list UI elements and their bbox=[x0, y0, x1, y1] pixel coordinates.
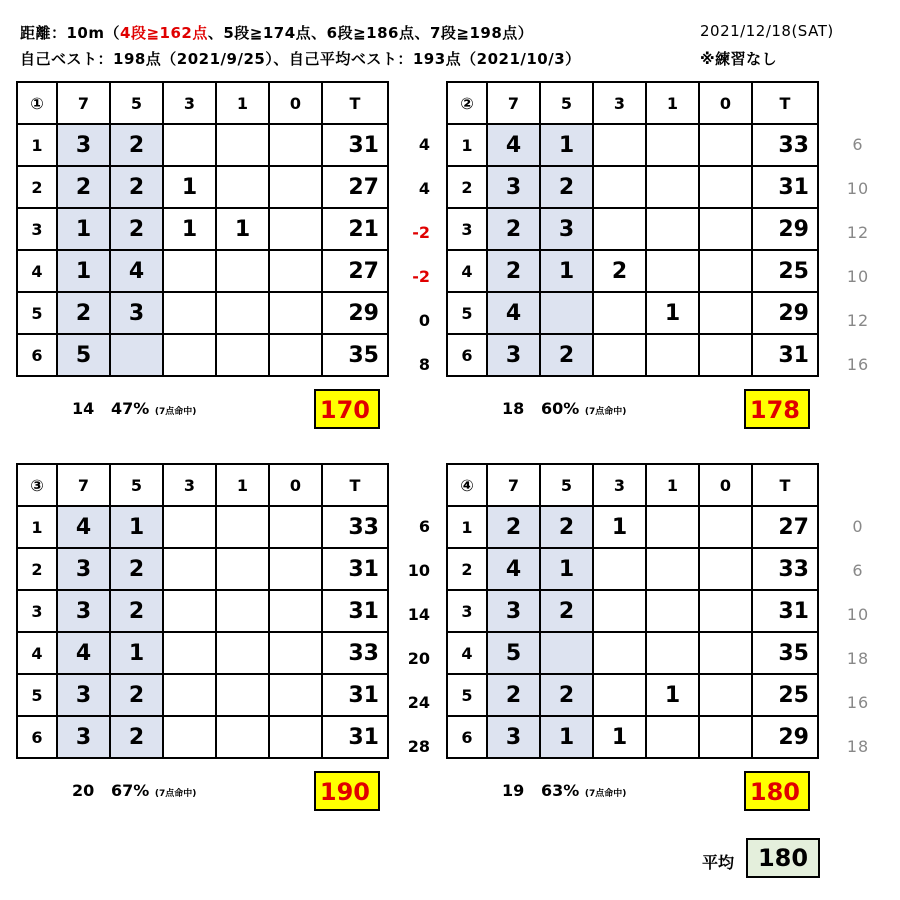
end-number: 4 bbox=[447, 632, 487, 674]
end-number: 6 bbox=[447, 334, 487, 376]
table-row bbox=[447, 632, 818, 674]
hit-stats bbox=[72, 781, 196, 800]
count-1 bbox=[646, 506, 699, 548]
end-total: 33 bbox=[752, 548, 818, 590]
count-5: 1 bbox=[540, 124, 593, 166]
count-0 bbox=[269, 506, 322, 548]
end-number: 3 bbox=[447, 208, 487, 250]
count-3 bbox=[593, 632, 646, 674]
cumulative-value: 18 bbox=[846, 737, 870, 756]
diff-value: -2 bbox=[412, 267, 430, 286]
end-number: 2 bbox=[447, 548, 487, 590]
count-7: 2 bbox=[57, 166, 110, 208]
end-number: 1 bbox=[447, 124, 487, 166]
count-7: 2 bbox=[487, 208, 540, 250]
count-1 bbox=[216, 334, 269, 376]
table-row bbox=[17, 632, 388, 674]
end-number: 6 bbox=[447, 716, 487, 758]
count-5 bbox=[110, 334, 163, 376]
end-total: 31 bbox=[322, 674, 388, 716]
hit-count: 20 bbox=[72, 781, 95, 800]
count-1 bbox=[216, 632, 269, 674]
table-row bbox=[17, 166, 388, 208]
count-3 bbox=[593, 292, 646, 334]
diff-value: -2 bbox=[412, 223, 430, 242]
hit-count: 18 bbox=[502, 399, 525, 418]
count-5: 3 bbox=[110, 292, 163, 334]
table-row bbox=[447, 548, 818, 590]
diff-value: 28 bbox=[407, 737, 430, 756]
count-5: 2 bbox=[110, 208, 163, 250]
round-1-table bbox=[16, 81, 389, 377]
end-total: 31 bbox=[322, 548, 388, 590]
table-row bbox=[17, 674, 388, 716]
round-4-table bbox=[446, 463, 819, 759]
end-total: 25 bbox=[752, 250, 818, 292]
count-3 bbox=[163, 292, 216, 334]
count-3 bbox=[163, 124, 216, 166]
hit-percent: 67% bbox=[110, 781, 150, 800]
count-3 bbox=[163, 250, 216, 292]
count-5 bbox=[540, 292, 593, 334]
table-row bbox=[17, 716, 388, 758]
column-header: 1 bbox=[216, 464, 269, 506]
end-total: 31 bbox=[322, 716, 388, 758]
count-5 bbox=[540, 632, 593, 674]
end-number: 1 bbox=[447, 506, 487, 548]
count-5: 1 bbox=[540, 250, 593, 292]
count-5: 2 bbox=[110, 166, 163, 208]
count-3 bbox=[163, 674, 216, 716]
round-label: ③ bbox=[17, 464, 57, 506]
round-label: ② bbox=[447, 82, 487, 124]
round-1-block bbox=[16, 81, 396, 377]
count-1 bbox=[216, 674, 269, 716]
count-0 bbox=[699, 716, 752, 758]
table-row bbox=[447, 506, 818, 548]
table-row bbox=[17, 334, 388, 376]
cumulative-value: 16 bbox=[846, 693, 870, 712]
count-1: 1 bbox=[646, 674, 699, 716]
end-total: 31 bbox=[752, 166, 818, 208]
count-3 bbox=[593, 208, 646, 250]
hit-percent: 63% bbox=[540, 781, 580, 800]
end-number: 5 bbox=[17, 292, 57, 334]
end-total: 35 bbox=[752, 632, 818, 674]
column-header: 3 bbox=[163, 82, 216, 124]
round-label: ① bbox=[17, 82, 57, 124]
count-5: 1 bbox=[540, 548, 593, 590]
diff-value: 24 bbox=[407, 693, 430, 712]
count-7: 2 bbox=[487, 506, 540, 548]
end-number: 3 bbox=[447, 590, 487, 632]
hit-note: (7点命中) bbox=[154, 407, 197, 417]
cumulative-value: 0 bbox=[852, 517, 864, 536]
count-3 bbox=[163, 632, 216, 674]
count-0 bbox=[699, 124, 752, 166]
column-header: 0 bbox=[699, 82, 752, 124]
count-7: 5 bbox=[487, 632, 540, 674]
count-1 bbox=[216, 548, 269, 590]
average-label: 平均 bbox=[702, 853, 735, 872]
count-5: 2 bbox=[540, 506, 593, 548]
cumulative-value: 12 bbox=[846, 311, 870, 330]
end-total: 21 bbox=[322, 208, 388, 250]
column-header: T bbox=[322, 464, 388, 506]
end-number: 6 bbox=[17, 334, 57, 376]
count-1 bbox=[646, 166, 699, 208]
hit-stats bbox=[502, 781, 626, 800]
end-total: 33 bbox=[322, 506, 388, 548]
diff-value: 6 bbox=[418, 517, 430, 536]
count-5: 2 bbox=[110, 548, 163, 590]
count-7: 2 bbox=[487, 250, 540, 292]
column-header: T bbox=[322, 82, 388, 124]
count-5: 2 bbox=[540, 334, 593, 376]
best-header: 自己ベスト：198点（2021/9/25）、自己平均ベスト：193点（2021/10/3） bbox=[20, 50, 581, 68]
table-row bbox=[447, 292, 818, 334]
count-1 bbox=[646, 208, 699, 250]
count-1 bbox=[646, 632, 699, 674]
count-1: 1 bbox=[216, 208, 269, 250]
cumulative-value: 10 bbox=[846, 179, 870, 198]
end-number: 4 bbox=[17, 632, 57, 674]
end-number: 1 bbox=[17, 124, 57, 166]
diff-value: 0 bbox=[418, 311, 430, 330]
hit-count: 14 bbox=[72, 399, 95, 418]
end-total: 27 bbox=[322, 250, 388, 292]
table-row bbox=[447, 166, 818, 208]
count-3 bbox=[163, 590, 216, 632]
count-7: 4 bbox=[57, 506, 110, 548]
count-7: 3 bbox=[57, 124, 110, 166]
round-total: 180 bbox=[744, 771, 810, 811]
count-7: 2 bbox=[57, 292, 110, 334]
table-row bbox=[447, 590, 818, 632]
end-number: 1 bbox=[17, 506, 57, 548]
column-header: 1 bbox=[646, 464, 699, 506]
count-7: 1 bbox=[57, 208, 110, 250]
end-total: 25 bbox=[752, 674, 818, 716]
count-5: 2 bbox=[540, 166, 593, 208]
count-5: 3 bbox=[540, 208, 593, 250]
column-header: T bbox=[752, 464, 818, 506]
count-7: 4 bbox=[487, 292, 540, 334]
count-7: 5 bbox=[57, 334, 110, 376]
round-total: 170 bbox=[314, 389, 380, 429]
round-4-block bbox=[446, 463, 826, 759]
end-total: 29 bbox=[752, 208, 818, 250]
table-row bbox=[447, 674, 818, 716]
column-header: 3 bbox=[593, 464, 646, 506]
count-0 bbox=[269, 716, 322, 758]
count-3 bbox=[593, 124, 646, 166]
count-5: 1 bbox=[540, 716, 593, 758]
diff-value: 14 bbox=[407, 605, 430, 624]
table-row bbox=[17, 250, 388, 292]
count-7: 1 bbox=[57, 250, 110, 292]
count-3 bbox=[593, 590, 646, 632]
average-value: 180 bbox=[746, 838, 820, 878]
count-0 bbox=[699, 166, 752, 208]
count-0 bbox=[269, 674, 322, 716]
end-total: 31 bbox=[322, 124, 388, 166]
table-row bbox=[17, 292, 388, 334]
end-total: 27 bbox=[752, 506, 818, 548]
end-number: 5 bbox=[447, 292, 487, 334]
count-0 bbox=[269, 292, 322, 334]
date-label: 2021/12/18(SAT) bbox=[700, 22, 834, 40]
table-row bbox=[447, 208, 818, 250]
hit-note: (7点命中) bbox=[584, 407, 627, 417]
count-5: 2 bbox=[110, 674, 163, 716]
diff-value: 10 bbox=[407, 561, 430, 580]
count-3: 1 bbox=[593, 506, 646, 548]
count-0 bbox=[699, 334, 752, 376]
column-header: 3 bbox=[593, 82, 646, 124]
count-3: 1 bbox=[593, 716, 646, 758]
diff-value: 4 bbox=[418, 179, 430, 198]
count-5: 2 bbox=[540, 590, 593, 632]
count-0 bbox=[699, 632, 752, 674]
end-total: 33 bbox=[752, 124, 818, 166]
count-1 bbox=[216, 250, 269, 292]
column-header: 5 bbox=[540, 82, 593, 124]
end-number: 4 bbox=[447, 250, 487, 292]
table-row bbox=[17, 208, 388, 250]
end-number: 6 bbox=[17, 716, 57, 758]
column-header: 7 bbox=[57, 82, 110, 124]
count-1 bbox=[646, 590, 699, 632]
column-header: 7 bbox=[57, 464, 110, 506]
cumulative-value: 16 bbox=[846, 355, 870, 374]
column-header: 1 bbox=[216, 82, 269, 124]
count-7: 4 bbox=[57, 632, 110, 674]
count-3 bbox=[163, 506, 216, 548]
count-1 bbox=[646, 716, 699, 758]
count-5: 4 bbox=[110, 250, 163, 292]
count-5: 2 bbox=[110, 124, 163, 166]
count-3 bbox=[163, 548, 216, 590]
end-total: 33 bbox=[322, 632, 388, 674]
round-2-block bbox=[446, 81, 826, 377]
end-number: 2 bbox=[447, 166, 487, 208]
count-0 bbox=[269, 208, 322, 250]
round-label: ④ bbox=[447, 464, 487, 506]
count-7: 3 bbox=[487, 334, 540, 376]
cumulative-value: 18 bbox=[846, 649, 870, 668]
count-7: 3 bbox=[57, 674, 110, 716]
column-header: 3 bbox=[163, 464, 216, 506]
count-0 bbox=[269, 334, 322, 376]
count-1 bbox=[646, 250, 699, 292]
count-3 bbox=[593, 166, 646, 208]
count-1: 1 bbox=[646, 292, 699, 334]
column-header: 0 bbox=[269, 82, 322, 124]
count-1 bbox=[216, 590, 269, 632]
cumulative-value: 6 bbox=[852, 561, 864, 580]
end-total: 29 bbox=[752, 292, 818, 334]
count-1 bbox=[646, 334, 699, 376]
hit-note: (7点命中) bbox=[154, 789, 197, 799]
column-header: 0 bbox=[699, 464, 752, 506]
cumulative-value: 6 bbox=[852, 135, 864, 154]
count-0 bbox=[699, 506, 752, 548]
count-1 bbox=[216, 506, 269, 548]
cumulative-value: 10 bbox=[846, 267, 870, 286]
round-3-table bbox=[16, 463, 389, 759]
table-row bbox=[17, 124, 388, 166]
column-header: 1 bbox=[646, 82, 699, 124]
count-1 bbox=[216, 292, 269, 334]
hit-stats bbox=[502, 399, 626, 418]
end-total: 31 bbox=[752, 334, 818, 376]
hit-stats bbox=[72, 399, 196, 418]
count-3: 2 bbox=[593, 250, 646, 292]
end-number: 4 bbox=[17, 250, 57, 292]
column-header: 5 bbox=[540, 464, 593, 506]
count-7: 3 bbox=[57, 716, 110, 758]
count-1 bbox=[216, 166, 269, 208]
table-row bbox=[17, 590, 388, 632]
column-header: 7 bbox=[487, 82, 540, 124]
hit-percent: 60% bbox=[540, 399, 580, 418]
count-3: 1 bbox=[163, 208, 216, 250]
end-total: 35 bbox=[322, 334, 388, 376]
count-0 bbox=[269, 166, 322, 208]
count-5: 1 bbox=[110, 506, 163, 548]
hit-note: (7点命中) bbox=[584, 789, 627, 799]
end-total: 31 bbox=[322, 590, 388, 632]
count-7: 3 bbox=[57, 590, 110, 632]
note-label: ※練習なし bbox=[700, 50, 778, 68]
column-header: 5 bbox=[110, 464, 163, 506]
count-5: 2 bbox=[540, 674, 593, 716]
count-7: 4 bbox=[487, 124, 540, 166]
round-total: 190 bbox=[314, 771, 380, 811]
column-header: 5 bbox=[110, 82, 163, 124]
hit-count: 19 bbox=[502, 781, 525, 800]
round-3-block bbox=[16, 463, 396, 759]
count-7: 3 bbox=[57, 548, 110, 590]
end-total: 29 bbox=[752, 716, 818, 758]
count-5: 1 bbox=[110, 632, 163, 674]
count-1 bbox=[216, 124, 269, 166]
count-0 bbox=[269, 124, 322, 166]
table-row bbox=[447, 334, 818, 376]
end-number: 2 bbox=[17, 166, 57, 208]
count-1 bbox=[646, 548, 699, 590]
count-1 bbox=[646, 124, 699, 166]
end-total: 29 bbox=[322, 292, 388, 334]
count-0 bbox=[269, 250, 322, 292]
cumulative-value: 12 bbox=[846, 223, 870, 242]
count-3 bbox=[163, 716, 216, 758]
cumulative-value: 10 bbox=[846, 605, 870, 624]
count-7: 3 bbox=[487, 716, 540, 758]
end-total: 31 bbox=[752, 590, 818, 632]
count-7: 3 bbox=[487, 166, 540, 208]
count-5: 2 bbox=[110, 716, 163, 758]
count-0 bbox=[699, 590, 752, 632]
hit-percent: 47% bbox=[110, 399, 150, 418]
end-number: 5 bbox=[17, 674, 57, 716]
round-2-table bbox=[446, 81, 819, 377]
column-header: T bbox=[752, 82, 818, 124]
count-0 bbox=[699, 250, 752, 292]
count-1 bbox=[216, 716, 269, 758]
count-7: 3 bbox=[487, 590, 540, 632]
diff-value: 8 bbox=[418, 355, 430, 374]
table-row bbox=[17, 506, 388, 548]
count-3 bbox=[593, 334, 646, 376]
table-row bbox=[17, 548, 388, 590]
end-number: 5 bbox=[447, 674, 487, 716]
table-row bbox=[447, 716, 818, 758]
count-3: 1 bbox=[163, 166, 216, 208]
diff-value: 4 bbox=[418, 135, 430, 154]
count-0 bbox=[699, 292, 752, 334]
table-row bbox=[447, 250, 818, 292]
end-number: 3 bbox=[17, 208, 57, 250]
distance-header: 距離：10m（4段≧162点、5段≧174点、6段≧186点、7段≧198点） bbox=[20, 24, 534, 42]
count-3 bbox=[593, 674, 646, 716]
count-7: 2 bbox=[487, 674, 540, 716]
count-7: 4 bbox=[487, 548, 540, 590]
end-total: 27 bbox=[322, 166, 388, 208]
column-header: 0 bbox=[269, 464, 322, 506]
count-0 bbox=[699, 674, 752, 716]
count-0 bbox=[269, 590, 322, 632]
count-5: 2 bbox=[110, 590, 163, 632]
round-total: 178 bbox=[744, 389, 810, 429]
end-number: 2 bbox=[17, 548, 57, 590]
count-0 bbox=[699, 208, 752, 250]
column-header: 7 bbox=[487, 464, 540, 506]
table-row bbox=[447, 124, 818, 166]
count-3 bbox=[163, 334, 216, 376]
count-0 bbox=[269, 548, 322, 590]
count-0 bbox=[269, 632, 322, 674]
count-3 bbox=[593, 548, 646, 590]
diff-value: 20 bbox=[407, 649, 430, 668]
end-number: 3 bbox=[17, 590, 57, 632]
count-0 bbox=[699, 548, 752, 590]
